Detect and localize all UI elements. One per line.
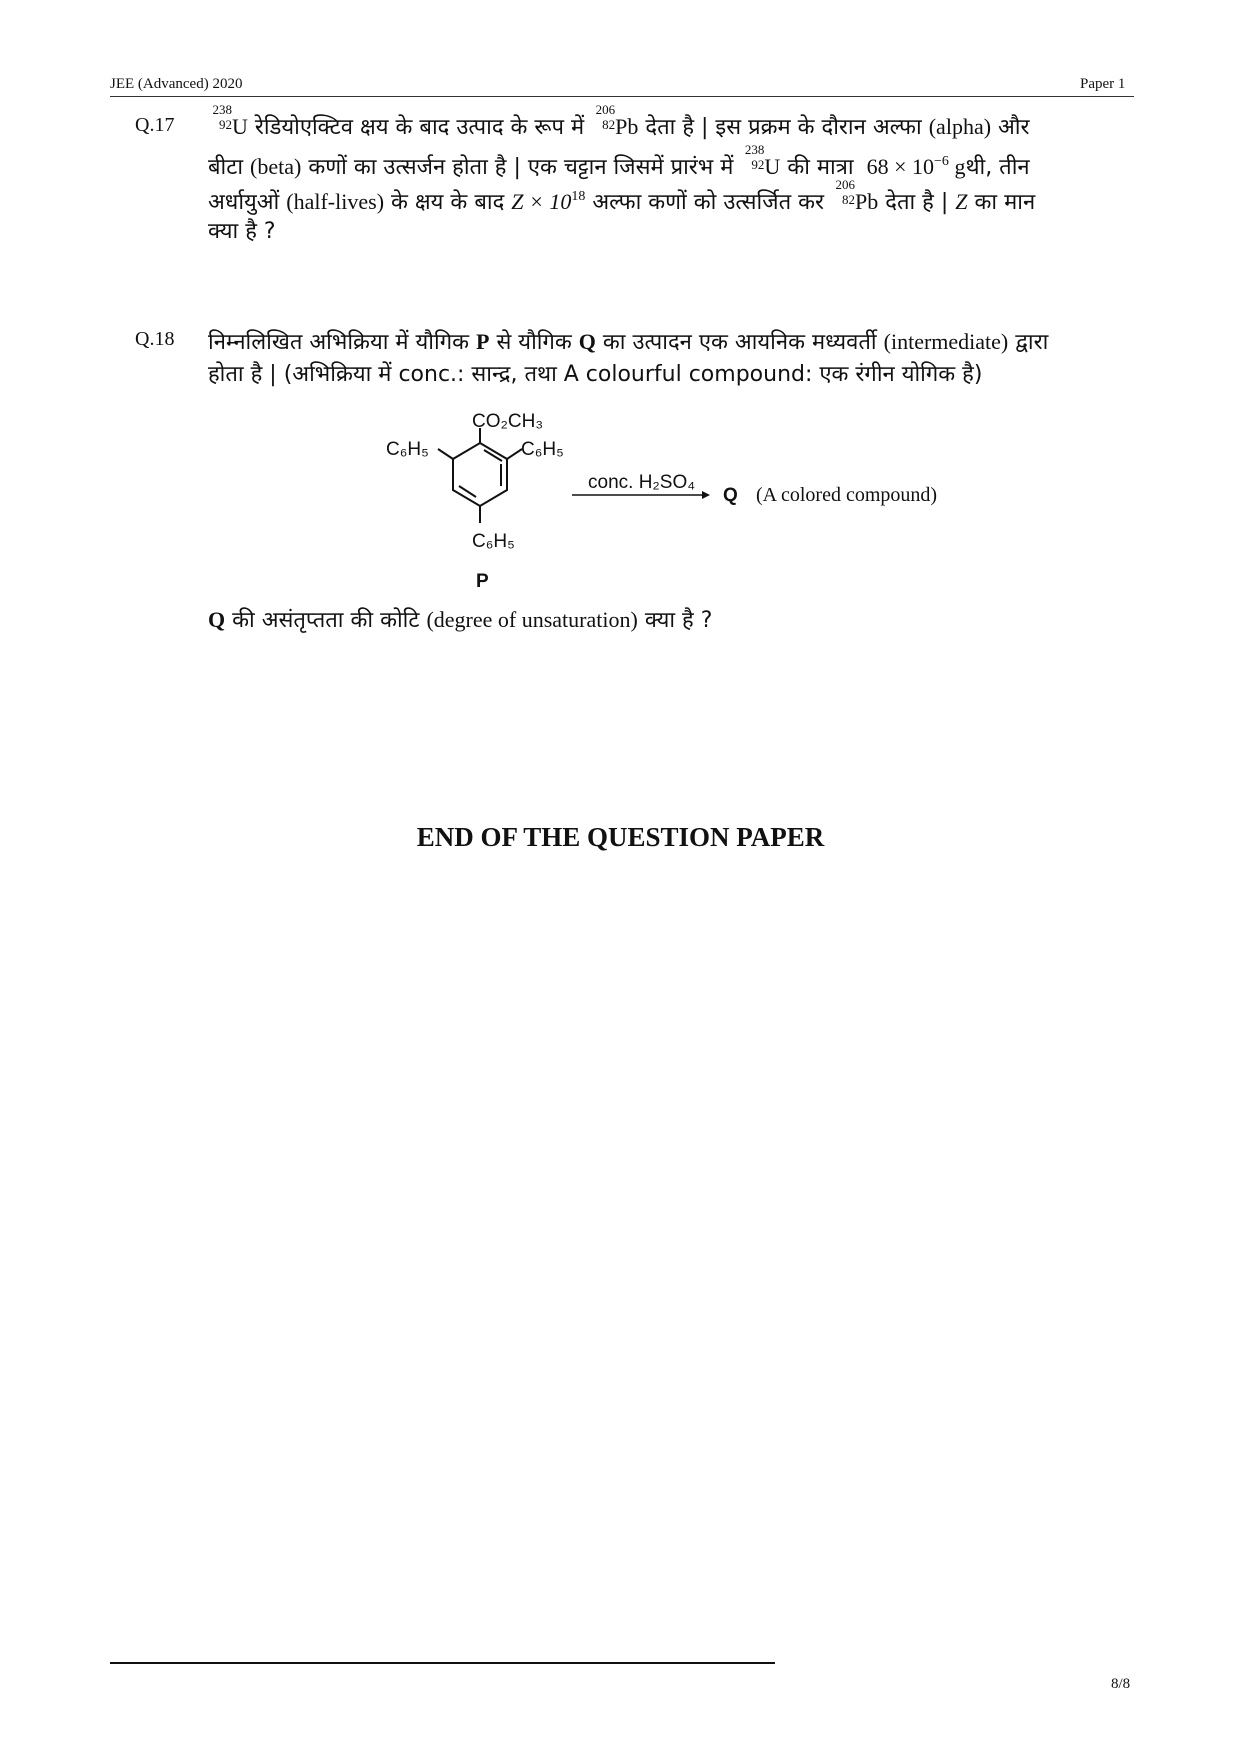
q17-number: Q.17 — [135, 114, 175, 136]
bottom-group-label: C₆H₅ — [472, 531, 515, 552]
q17-line-2: बीटा (beta) कणों का उत्सर्जन होता है | एक चट्टान जिसमें प्रारंभ में 238 92 U की मात्रा $68 \times 10^{-6}$ gथी, तीन — [208, 142, 1030, 180]
benzene-ring — [453, 443, 507, 506]
u238-nuclide: 238 92 — [212, 102, 232, 132]
q17-line-4: क्या है ? — [208, 219, 276, 244]
q18-last-line: Q की असंतृप्तता की कोटि (degree of unsaturation) क्या है ? — [208, 607, 713, 633]
top-group-label: CO₂CH₃ — [472, 411, 544, 432]
header-rule — [110, 96, 1134, 97]
q18-number: Q.18 — [135, 328, 175, 350]
page-number: 8/8 — [1111, 1676, 1131, 1692]
footer-rule — [110, 1662, 775, 1664]
reaction-arrow-head — [702, 491, 710, 499]
q18-line-2: होता है | (अभिक्रिया में conc.: सान्द्र, तथा A colourful compound: एक रंगीन योगिक है) — [208, 362, 983, 387]
reagent-label: conc. H₂SO₄ — [588, 472, 695, 493]
reaction-scheme — [360, 405, 980, 605]
reactant-label-p: P — [476, 571, 489, 592]
header-title: JEE (Advanced) 2020 — [110, 76, 243, 92]
q18-line-1: निम्नलिखित अभिक्रिया में यौगिक P से यौगिक Q का उत्पादन एक आयनिक मध्यवर्ती (intermediate) द्वारा — [208, 329, 1049, 355]
u238-nuclide: 238 92 — [744, 142, 765, 172]
left-group-label: C₆H₅ — [386, 439, 429, 460]
product-note: (A colored compound) — [756, 484, 938, 506]
pb206-nuclide: 206 82 — [835, 177, 856, 207]
substituent-bonds — [438, 428, 522, 523]
q17-line-1: 238 92 U रेडियोएक्टिव क्षय के बाद उत्पाद के रूप में 206 82 Pb देता है | इस प्रक्रम के दौरान अल्फा (alpha) और — [208, 112, 1030, 143]
right-group-label: C₆H₅ — [521, 439, 564, 460]
pb206-nuclide: 206 82 — [595, 102, 616, 132]
product-label-q: Q — [723, 485, 738, 506]
end-of-paper: END OF THE QUESTION PAPER — [416, 822, 825, 852]
q17-line-3: अर्धायुओं (half-lives) के क्षय के बाद $Z \times 10^{18}$ अल्फा कणों को उत्सर्जित कर 206 82 Pb देता है | Z का मान — [208, 177, 1036, 215]
header-paper: Paper 1 — [1080, 76, 1126, 92]
